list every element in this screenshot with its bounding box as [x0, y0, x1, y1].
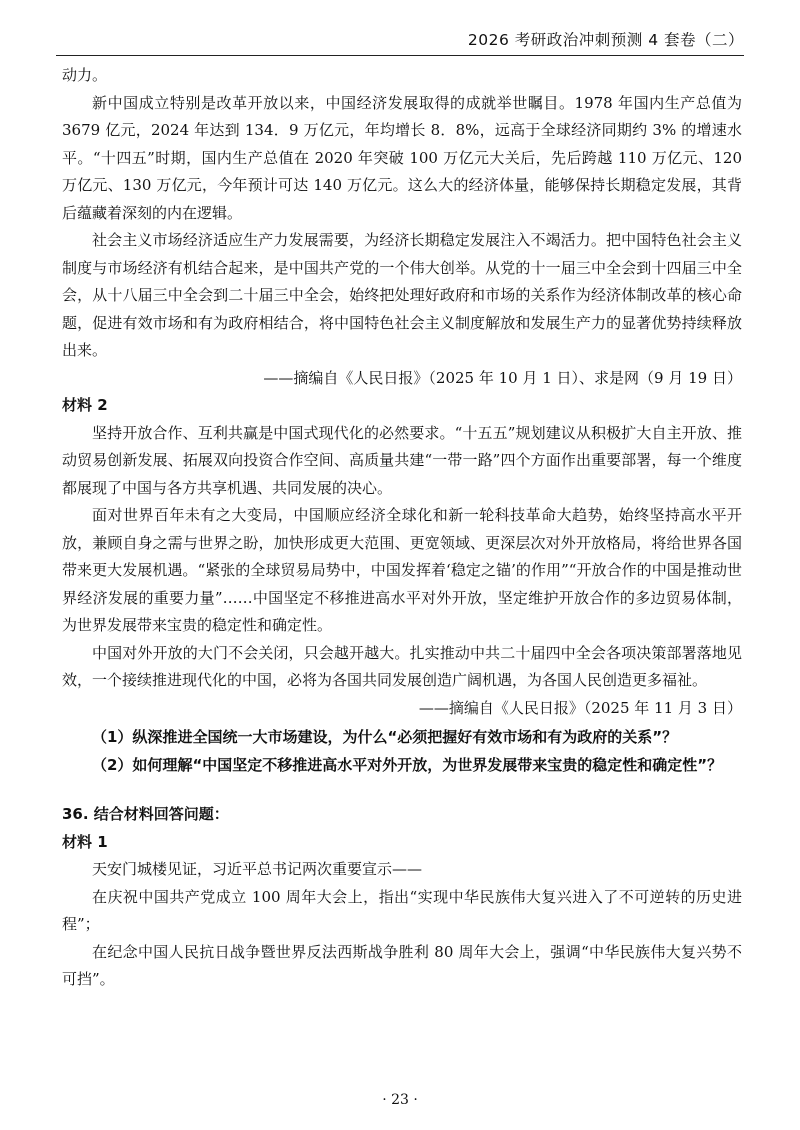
document-body [62, 62, 742, 994]
paragraph-tiananmen: 天安门城楼见证，习近平总书记两次重要宣示—— [92, 860, 423, 878]
paragraph-centenary: 在庆祝中国共产党成立 100 周年大会上，指出“实现中华民族伟大复兴进入了不可逆转的历史进程”； [62, 887, 742, 933]
question-2: （2）如何理解“中国坚定不移推进高水平对外开放，为世界发展带来宝贵的稳定性和确定性”？ [92, 755, 723, 774]
paragraph-high-level-opening: 面对世界百年未有之大变局，中国顺应经济全球化和新一轮科技革命大趋势，始终坚持高水平开放，兼顾自身之需与世界之盼，加快形成更大范围、更宽领域、更深层次对外开放格局，将给世界各国带来更大发展机遇。“紧张的全球贸易局势中，中国发挥着‘稳定之锚’的作用”“开放合作的中国是推动世界经济发展的重要力量”……中国坚定不移推进高水平对外开放，坚定维护开放合作的多边贸易体制，为世界发展带来宝贵的稳定性和确定性。 [62, 506, 742, 634]
material-2-label: 材料 2 [62, 396, 108, 414]
paragraph-open-door: 中国对外开放的大门不会关闭，只会越开越大。扎实推动中共二十届四中全会各项决策部署落地见效，一个接续推进现代化的中国，必将为各国共同发展创造广阔机遇，为各国人民创造更多福祉。 [62, 643, 742, 689]
question-36-heading: 36. 结合材料回答问题： [62, 805, 229, 823]
header-divider [56, 55, 744, 56]
section-spacer [62, 779, 742, 801]
material-1-label: 材料 1 [62, 832, 108, 851]
source-citation-2: ——摘编自《人民日报》（2025 年 11 月 3 日） [418, 698, 742, 717]
paragraph-open-cooperation: 坚持开放合作、互利共赢是中国式现代化的必然要求。“十五五”规划建议从积极扩大自主开放、推动贸易创新发展、拓展双向投资合作空间、高质量共建“一带一路”四个方面作出重要部署，每一个维度都展现了中国与各方共享机遇、共同发展的决心。 [62, 423, 742, 497]
page-header-title: 2026 考研政治冲刺预测 4 套卷（二） [467, 31, 744, 49]
page-number: · 23 · [382, 1092, 418, 1108]
paragraph-anniversary: 在纪念中国人民抗日战争暨世界反法西斯战争胜利 80 周年大会上，强调“中华民族伟大复兴势不可挡”。 [62, 942, 742, 988]
paragraph-market-economy: 社会主义市场经济适应生产力发展需要，为经济长期稳定发展注入不竭活力。把中国特色社会主义制度与市场经济有机结合起来，是中国共产党的一个伟大创举。从党的十一届三中全会到十四届三中全会，从十八届三中全会到二十届三中全会，始终把处理好政府和市场的关系作为经济体制改革的核心命题，促进有效市场和有为政府相结合，将中国特色社会主义制度解放和发展生产力的显著优势持续释放出来。 [62, 231, 742, 359]
paragraph-economic-growth: 新中国成立特别是改革开放以来，中国经济发展取得的成就举世瞩目。1978 年国内生产总值为 3679 亿元，2024 年达到 134．9 万亿元，年均增长 8．8%，远高于全球经济同期约 3% 的增速水平。“十四五”时期，国内生产总值在 2020 年突破 100 万亿元大关后，先后跨越 110 万亿元、120 万亿元、130 万亿元，今年预计可达 140 万亿元。这么大的经济体量，能够保持长期稳定发展，其背后蕴藏着深刻的内在逻辑。 [62, 93, 742, 222]
source-citation-1: ——摘编自《人民日报》（2025 年 10 月 1 日）、求是网（9 月 19 日） [263, 368, 742, 387]
paragraph-continuation: 动力。 [62, 66, 108, 84]
question-1: （1）纵深推进全国统一大市场建设，为什么“必须把握好有效市场和有为政府的关系”？ [92, 728, 678, 746]
